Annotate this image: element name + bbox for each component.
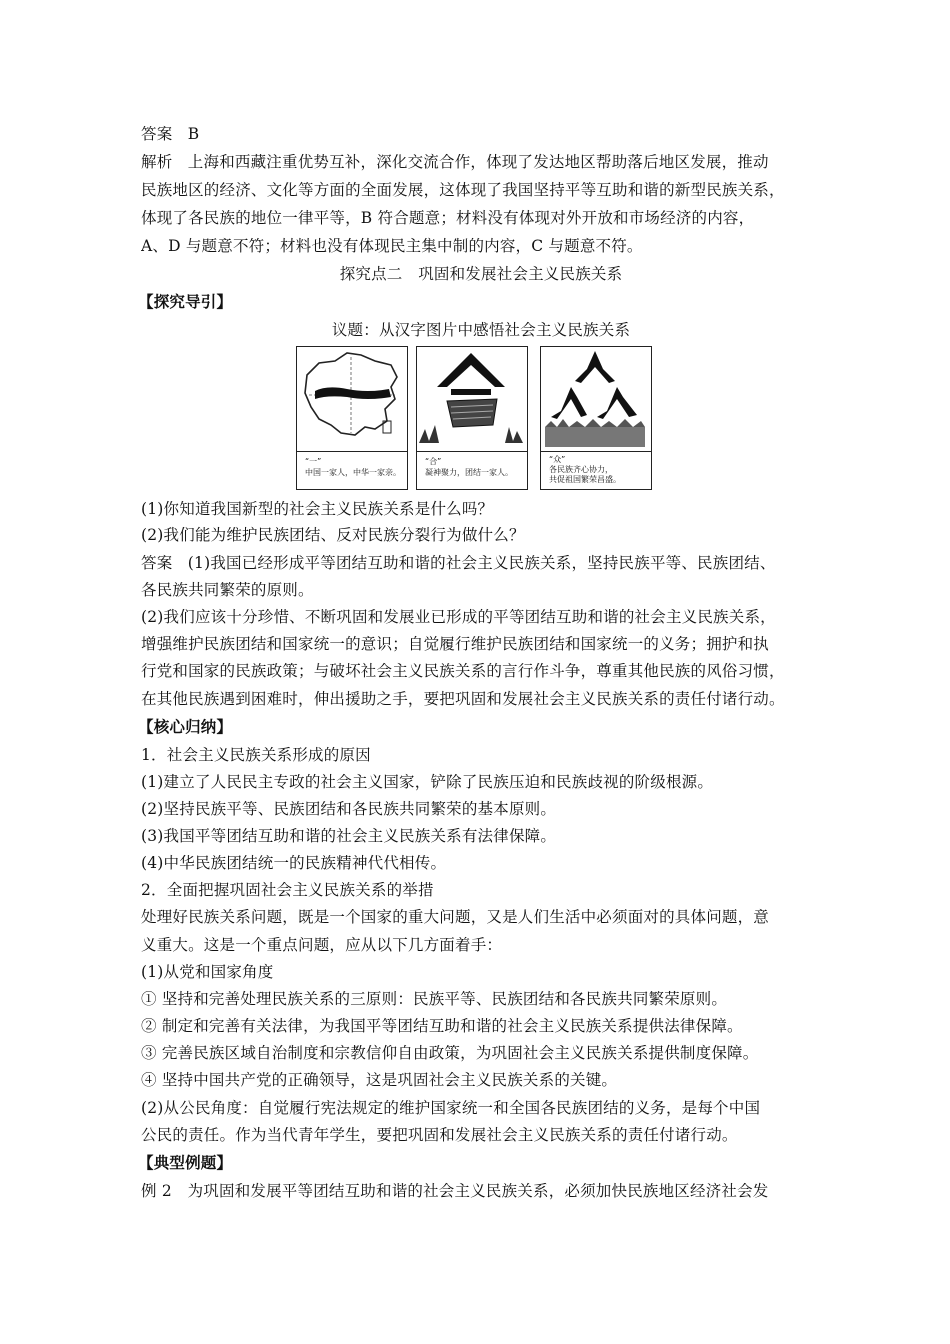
china-map-icon [297, 347, 406, 459]
figure-panel-zhong [540, 346, 652, 490]
answer-value: B [187, 125, 200, 143]
core-line-14: (2)从公民角度：自觉履行宪法规定的维护国家统一和全国各民族团结的义务，是每个中国 [141, 1099, 761, 1117]
figure-panel-yi [296, 346, 408, 490]
answer2-line-1 [141, 553, 821, 573]
core-heading: 【核心归纳】 [138, 717, 233, 736]
analysis-label: 解析 [141, 153, 173, 171]
example-line: 例 2 为巩固和发展平等团结互助和谐的社会主义民族关系，必须加快民族地区经济社会发 [141, 1182, 769, 1200]
analysis-line-1 [141, 152, 821, 172]
core-line-7: 处理好民族关系问题，既是一个国家的重大问题，又是人们生活中必须面对的具体问题，意 [141, 908, 770, 926]
core-line-6: 2．全面把握巩固社会主义民族关系的举措 [141, 881, 434, 899]
core-line-9: (1)从党和国家角度 [141, 963, 274, 981]
panel-caption-text: 凝神聚力，团结一家人。 [425, 468, 513, 477]
panel-caption-text-2: 共促祖国繁荣昌盛。 [549, 475, 621, 484]
core-line-3: (2)坚持民族平等、民族团结和各民族共同繁荣的基本原则。 [141, 800, 557, 818]
example-heading: 【典型例题】 [138, 1153, 233, 1172]
question-1: (1)你知道我国新型的社会主义民族关系是什么吗？ [141, 500, 494, 518]
analysis-line-4: A、D 与题意不符；材料也没有体现民主集中制的内容，C 与题意不符。 [141, 237, 643, 255]
caption-divider [541, 451, 651, 452]
analysis-line-2: 民族地区的经济、文化等方面的全面发展，这体现了我国坚持平等互助和谐的新型民族关系， [141, 181, 785, 199]
answer2-line-3: (2)我们应该十分珍惜、不断巩固和发展业已形成的平等团结互助和谐的社会主义民族关系， [141, 608, 776, 626]
section-title: 探究点二 巩固和发展社会主义民族关系 [339, 265, 623, 283]
figure-panel-he [416, 346, 528, 490]
core-line-13: ④ 坚持中国共产党的正确领导，这是巩固社会主义民族关系的关键。 [141, 1071, 618, 1089]
chinese-character-figure [296, 346, 656, 490]
answer2-label: 答案 [141, 554, 173, 572]
answer2-line-4: 增强维护民族团结和国家统一的意识；自觉履行维护民族团结和国家统一的义务；拥护和执 [141, 635, 770, 653]
answer-line [141, 124, 821, 144]
answer2-line-5: 行党和国家的民族政策；与破坏社会主义民族关系的言行作斗争，尊重其他民族的风俗习惯， [141, 662, 785, 680]
topic-title: 议题：从汉字图片中感悟社会主义民族关系 [331, 321, 631, 339]
core-line-2: (1)建立了人民民主专政的社会主义国家，铲除了民族压迫和民族歧视的阶级根源。 [141, 773, 714, 791]
panel-caption-title: “一” [305, 457, 322, 466]
answer2-line-6: 在其他民族遇到困难时，伸出援助之手，要把巩固和发展社会主义民族关系的责任付诸行动。 [141, 690, 785, 708]
caption-divider [297, 451, 407, 452]
panel-caption-text: 各民族齐心协力， [549, 465, 613, 474]
core-line-11: ② 制定和完善有关法律，为我国平等团结互助和谐的社会主义民族关系提供法律保障。 [141, 1017, 743, 1035]
core-line-4: (3)我国平等团结互助和谐的社会主义民族关系有法律保障。 [141, 827, 557, 845]
core-line-12: ③ 完善民族区域自治制度和宗教信仰自由政策，为巩固社会主义民族关系提供制度保障。 [141, 1044, 759, 1062]
answer2-line-2: 各民族共同繁荣的原则。 [141, 581, 314, 599]
core-line-8: 义重大。这是一个重点问题，应从以下几方面着手： [141, 936, 503, 954]
panel-caption-title: “合” [425, 457, 442, 466]
guide-heading: 【探究导引】 [138, 292, 233, 311]
core-line-15: 公民的责任。作为当代青年学生，要把巩固和发展社会主义民族关系的责任付诸行动。 [141, 1126, 738, 1144]
zhong-character-icon [541, 347, 650, 451]
analysis-line-3: 体现了各民族的地位一律平等，B 符合题意；材料没有体现对外开放和市场经济的内容， [141, 209, 755, 227]
question-2: (2)我们能为维护民族团结、反对民族分裂行为做什么？ [141, 526, 525, 544]
core-line-10: ① 坚持和完善处理民族关系的三原则：民族平等、民族团结和各民族共同繁荣原则。 [141, 990, 728, 1008]
answer-label: 答案 [141, 125, 173, 143]
analysis-text: 上海和西藏注重优势互补，深化交流合作，体现了发达地区帮助落后地区发展，推动 [187, 153, 769, 171]
caption-divider [417, 451, 527, 452]
core-line-1: 1．社会主义民族关系形成的原因 [141, 746, 371, 764]
answer2-text: (1)我国已经形成平等团结互助和谐的社会主义民族关系，坚持民族平等、民族团结、 [187, 554, 776, 572]
panel-caption-title: “众” [549, 455, 566, 464]
panel-caption-text: 中国一家人，中华一家亲。 [305, 468, 401, 477]
he-character-icon [417, 347, 526, 451]
core-line-5: (4)中华民族团结统一的民族精神代代相传。 [141, 854, 447, 872]
